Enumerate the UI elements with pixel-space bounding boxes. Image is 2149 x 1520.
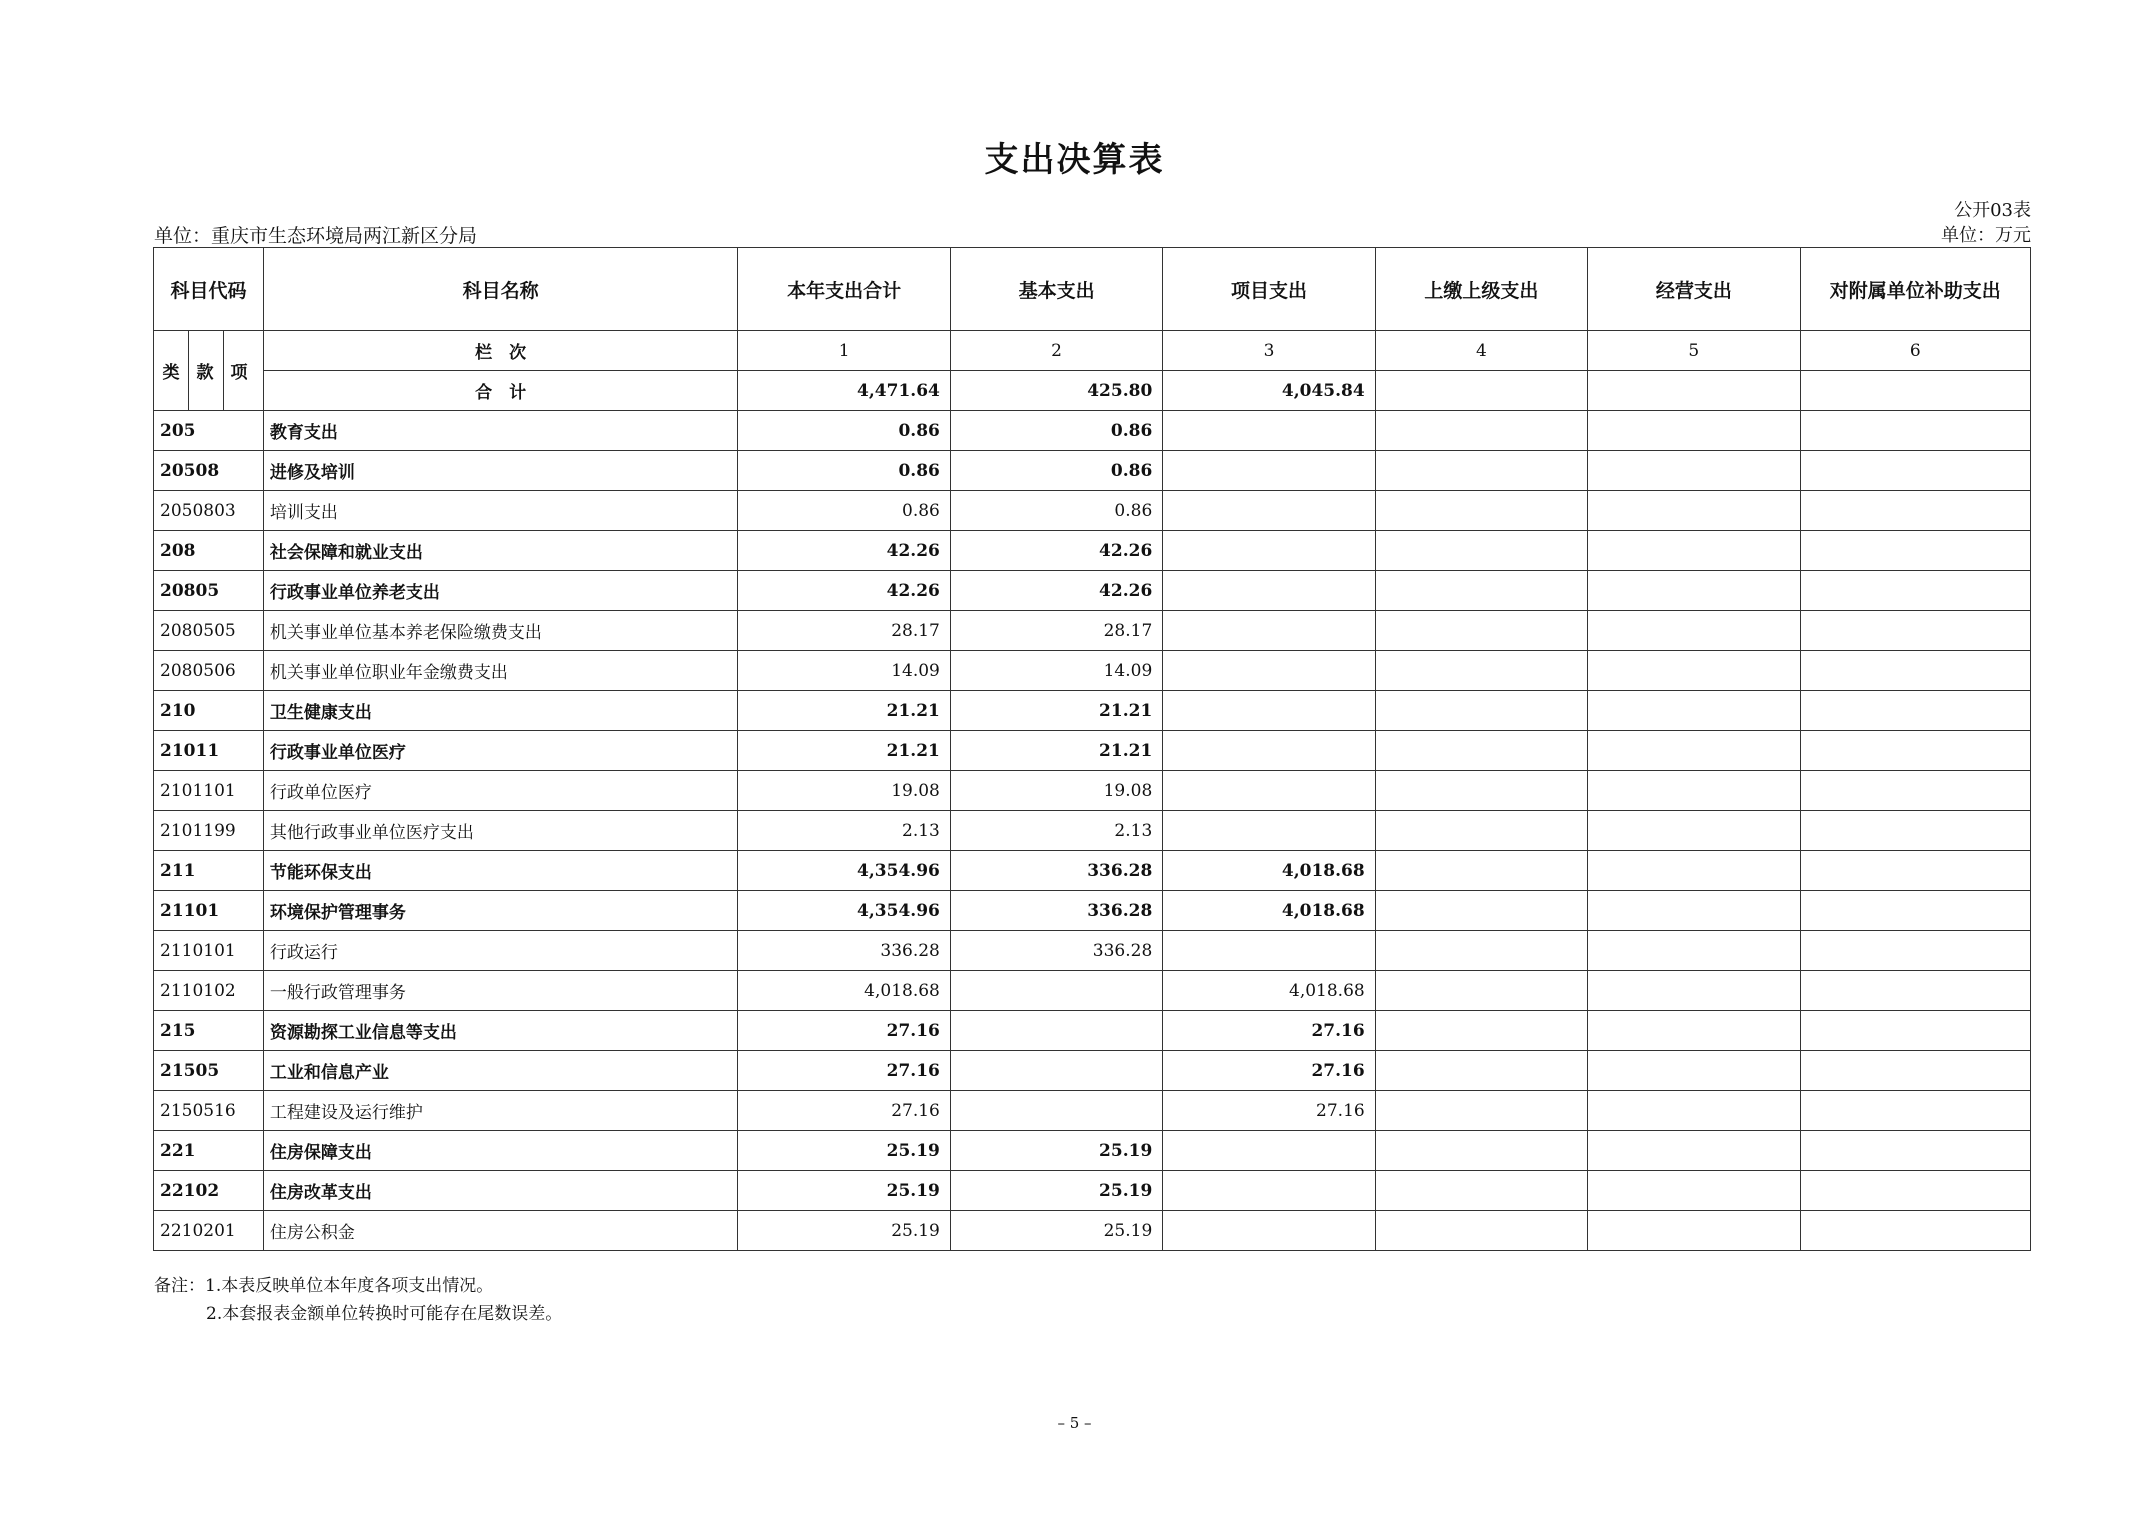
row-operating: [1588, 651, 1800, 691]
row-basic: 25.19: [950, 1171, 1162, 1211]
row-operating: [1588, 771, 1800, 811]
table-row: [154, 1051, 2031, 1091]
row-upper: [1375, 1091, 1587, 1131]
row-name: 住房公积金: [263, 1211, 738, 1251]
row-upper: [1375, 531, 1587, 571]
row-operating: [1588, 531, 1800, 571]
row-operating: [1588, 571, 1800, 611]
row-project: 4,018.68: [1163, 891, 1375, 931]
row-upper: [1375, 771, 1587, 811]
row-project: [1163, 651, 1375, 691]
row-total: 14.09: [738, 651, 950, 691]
row-operating: [1588, 691, 1800, 731]
sub-xiang: 项: [230, 363, 248, 383]
row-code: 2210201: [154, 1211, 264, 1251]
row-name: 进修及培训: [263, 451, 738, 491]
header-row: [154, 248, 2031, 331]
table-row: [154, 811, 2031, 851]
row-subsidy: [1800, 691, 2030, 731]
row-code: 208: [154, 531, 264, 571]
row-subsidy: [1800, 611, 2030, 651]
row-project: [1163, 1171, 1375, 1211]
row-project: [1163, 451, 1375, 491]
note-1: 备注：1.本表反映单位本年度各项支出情况。: [154, 1276, 494, 1296]
header-subsidy: 对附属单位补助支出: [1800, 248, 2030, 331]
sub-kuan: 款: [196, 363, 214, 383]
code-subheader: [154, 331, 264, 411]
row-upper: [1375, 491, 1587, 531]
header-project: 项目支出: [1163, 248, 1375, 331]
row-operating: [1588, 411, 1800, 451]
total-project: 4,045.84: [1163, 371, 1375, 411]
row-subsidy: [1800, 891, 2030, 931]
row-operating: [1588, 731, 1800, 771]
row-basic: 0.86: [950, 411, 1162, 451]
table-row: [154, 531, 2031, 571]
row-basic: 336.28: [950, 851, 1162, 891]
row-project: 4,018.68: [1163, 851, 1375, 891]
row-subsidy: [1800, 1211, 2030, 1251]
unit-organization: 单位：重庆市生态环境局两江新区分局: [154, 225, 478, 247]
row-subsidy: [1800, 971, 2030, 1011]
row-basic: 25.19: [950, 1211, 1162, 1251]
lanci-row: [154, 331, 2031, 371]
row-basic: 336.28: [950, 891, 1162, 931]
total-basic: 425.80: [950, 371, 1162, 411]
row-name: 行政运行: [263, 931, 738, 971]
lanci-1: 1: [738, 331, 950, 371]
row-operating: [1588, 851, 1800, 891]
row-project: 27.16: [1163, 1091, 1375, 1131]
row-project: [1163, 571, 1375, 611]
row-total: 4,354.96: [738, 891, 950, 931]
row-subsidy: [1800, 731, 2030, 771]
row-name: 社会保障和就业支出: [263, 531, 738, 571]
row-subsidy: [1800, 651, 2030, 691]
row-total: 25.19: [738, 1171, 950, 1211]
row-name: 培训支出: [263, 491, 738, 531]
row-subsidy: [1800, 1051, 2030, 1091]
row-operating: [1588, 1091, 1800, 1131]
row-subsidy: [1800, 571, 2030, 611]
row-basic: 14.09: [950, 651, 1162, 691]
row-total: 19.08: [738, 771, 950, 811]
row-basic: 0.86: [950, 451, 1162, 491]
row-code: 205: [154, 411, 264, 451]
lanci-label: 栏 次: [263, 331, 738, 371]
row-name: 机关事业单位基本养老保险缴费支出: [263, 611, 738, 651]
row-project: [1163, 491, 1375, 531]
row-basic: 0.86: [950, 491, 1162, 531]
table-row: [154, 691, 2031, 731]
total-label: 合 计: [263, 371, 738, 411]
row-operating: [1588, 1051, 1800, 1091]
row-project: 27.16: [1163, 1011, 1375, 1051]
table-row: [154, 931, 2031, 971]
row-code: 2101101: [154, 771, 264, 811]
row-name: 其他行政事业单位医疗支出: [263, 811, 738, 851]
row-operating: [1588, 931, 1800, 971]
row-upper: [1375, 1211, 1587, 1251]
row-name: 资源勘探工业信息等支出: [263, 1011, 738, 1051]
row-basic: [950, 1091, 1162, 1131]
table-row: [154, 491, 2031, 531]
table-row: [154, 971, 2031, 1011]
row-operating: [1588, 1011, 1800, 1051]
row-project: 4,018.68: [1163, 971, 1375, 1011]
row-basic: 25.19: [950, 1131, 1162, 1171]
row-total: 28.17: [738, 611, 950, 651]
row-upper: [1375, 971, 1587, 1011]
row-name: 行政单位医疗: [263, 771, 738, 811]
row-upper: [1375, 891, 1587, 931]
table-row: [154, 651, 2031, 691]
row-upper: [1375, 1171, 1587, 1211]
row-subsidy: [1800, 411, 2030, 451]
row-total: 27.16: [738, 1011, 950, 1051]
total-amount: 4,471.64: [738, 371, 950, 411]
expenditure-table: [153, 247, 2031, 1251]
row-name: 教育支出: [263, 411, 738, 451]
row-total: 336.28: [738, 931, 950, 971]
row-code: 2101199: [154, 811, 264, 851]
row-code: 210: [154, 691, 264, 731]
row-basic: 336.28: [950, 931, 1162, 971]
page-title: 支出决算表: [984, 140, 1165, 180]
table-row: [154, 891, 2031, 931]
row-total: 25.19: [738, 1211, 950, 1251]
table-row: [154, 1171, 2031, 1211]
row-project: [1163, 531, 1375, 571]
row-total: 4,018.68: [738, 971, 950, 1011]
row-code: 221: [154, 1131, 264, 1171]
row-code: 2110101: [154, 931, 264, 971]
row-code: 20508: [154, 451, 264, 491]
row-upper: [1375, 731, 1587, 771]
notes: [154, 1272, 562, 1328]
row-operating: [1588, 971, 1800, 1011]
row-code: 215: [154, 1011, 264, 1051]
row-total: 25.19: [738, 1131, 950, 1171]
lanci-2: 2: [950, 331, 1162, 371]
row-upper: [1375, 931, 1587, 971]
table-row: [154, 771, 2031, 811]
row-operating: [1588, 611, 1800, 651]
row-upper: [1375, 811, 1587, 851]
row-operating: [1588, 1171, 1800, 1211]
row-project: [1163, 811, 1375, 851]
row-basic: [950, 971, 1162, 1011]
row-upper: [1375, 611, 1587, 651]
row-name: 节能环保支出: [263, 851, 738, 891]
row-basic: 2.13: [950, 811, 1162, 851]
row-code: 21101: [154, 891, 264, 931]
row-name: 工业和信息产业: [263, 1051, 738, 1091]
row-total: 42.26: [738, 531, 950, 571]
sub-lei: 类: [162, 363, 180, 383]
row-code: 2080505: [154, 611, 264, 651]
row-upper: [1375, 851, 1587, 891]
row-subsidy: [1800, 1131, 2030, 1171]
row-project: [1163, 411, 1375, 451]
row-name: 行政事业单位医疗: [263, 731, 738, 771]
row-project: [1163, 691, 1375, 731]
row-code: 2150516: [154, 1091, 264, 1131]
row-upper: [1375, 451, 1587, 491]
row-subsidy: [1800, 811, 2030, 851]
row-subsidy: [1800, 451, 2030, 491]
row-operating: [1588, 891, 1800, 931]
row-upper: [1375, 411, 1587, 451]
row-code: 2080506: [154, 651, 264, 691]
row-operating: [1588, 1131, 1800, 1171]
lanci-3: 3: [1163, 331, 1375, 371]
row-total: 21.21: [738, 691, 950, 731]
row-basic: 21.21: [950, 731, 1162, 771]
row-subsidy: [1800, 851, 2030, 891]
row-basic: [950, 1051, 1162, 1091]
lanci-5: 5: [1588, 331, 1800, 371]
row-name: 机关事业单位职业年金缴费支出: [263, 651, 738, 691]
row-subsidy: [1800, 1091, 2030, 1131]
row-project: [1163, 1211, 1375, 1251]
note-2: 2.本套报表金额单位转换时可能存在尾数误差。: [206, 1304, 563, 1324]
row-name: 一般行政管理事务: [263, 971, 738, 1011]
unit-currency: 单位：万元: [1941, 225, 2031, 246]
table-row: [154, 411, 2031, 451]
table-row: [154, 451, 2031, 491]
row-name: 住房改革支出: [263, 1171, 738, 1211]
row-name: 工程建设及运行维护: [263, 1091, 738, 1131]
lanci-4: 4: [1375, 331, 1587, 371]
row-code: 2050803: [154, 491, 264, 531]
row-name: 卫生健康支出: [263, 691, 738, 731]
row-name: 住房保障支出: [263, 1131, 738, 1171]
header-code: 科目代码: [154, 248, 264, 331]
table-row: [154, 611, 2031, 651]
row-subsidy: [1800, 771, 2030, 811]
row-upper: [1375, 1131, 1587, 1171]
row-total: 21.21: [738, 731, 950, 771]
page-number: – 5 –: [1057, 1414, 1092, 1432]
row-basic: 42.26: [950, 571, 1162, 611]
table-row: [154, 1211, 2031, 1251]
row-total: 27.16: [738, 1051, 950, 1091]
row-basic: 42.26: [950, 531, 1162, 571]
table-row: [154, 1131, 2031, 1171]
row-project: 27.16: [1163, 1051, 1375, 1091]
row-total: 4,354.96: [738, 851, 950, 891]
row-basic: 21.21: [950, 691, 1162, 731]
row-code: 20805: [154, 571, 264, 611]
row-subsidy: [1800, 931, 2030, 971]
row-code: 211: [154, 851, 264, 891]
row-project: [1163, 731, 1375, 771]
row-upper: [1375, 1051, 1587, 1091]
row-operating: [1588, 1211, 1800, 1251]
row-project: [1163, 771, 1375, 811]
header-operating: 经营支出: [1588, 248, 1800, 331]
row-name: 环境保护管理事务: [263, 891, 738, 931]
row-total: 0.86: [738, 411, 950, 451]
row-basic: [950, 1011, 1162, 1051]
row-basic: 19.08: [950, 771, 1162, 811]
row-total: 0.86: [738, 491, 950, 531]
row-upper: [1375, 571, 1587, 611]
row-basic: 28.17: [950, 611, 1162, 651]
row-upper: [1375, 691, 1587, 731]
row-upper: [1375, 1011, 1587, 1051]
row-subsidy: [1800, 1171, 2030, 1211]
row-subsidy: [1800, 531, 2030, 571]
total-row: [154, 371, 2031, 411]
table-row: [154, 1011, 2031, 1051]
row-total: 2.13: [738, 811, 950, 851]
row-project: [1163, 1131, 1375, 1171]
row-subsidy: [1800, 491, 2030, 531]
table-row: [154, 1091, 2031, 1131]
row-total: 0.86: [738, 451, 950, 491]
table-row: [154, 571, 2031, 611]
row-code: 21505: [154, 1051, 264, 1091]
row-project: [1163, 931, 1375, 971]
row-code: 21011: [154, 731, 264, 771]
row-operating: [1588, 451, 1800, 491]
header-basic: 基本支出: [950, 248, 1162, 331]
row-total: 27.16: [738, 1091, 950, 1131]
lanci-6: 6: [1800, 331, 2030, 371]
row-operating: [1588, 491, 1800, 531]
row-upper: [1375, 651, 1587, 691]
table-row: [154, 731, 2031, 771]
row-code: 22102: [154, 1171, 264, 1211]
header-name: 科目名称: [263, 248, 738, 331]
row-code: 2110102: [154, 971, 264, 1011]
header-total: 本年支出合计: [738, 248, 950, 331]
form-number: 公开03表: [1954, 200, 2031, 221]
header-upper: 上缴上级支出: [1375, 248, 1587, 331]
table-row: [154, 851, 2031, 891]
row-name: 行政事业单位养老支出: [263, 571, 738, 611]
row-operating: [1588, 811, 1800, 851]
row-subsidy: [1800, 1011, 2030, 1051]
row-project: [1163, 611, 1375, 651]
row-total: 42.26: [738, 571, 950, 611]
